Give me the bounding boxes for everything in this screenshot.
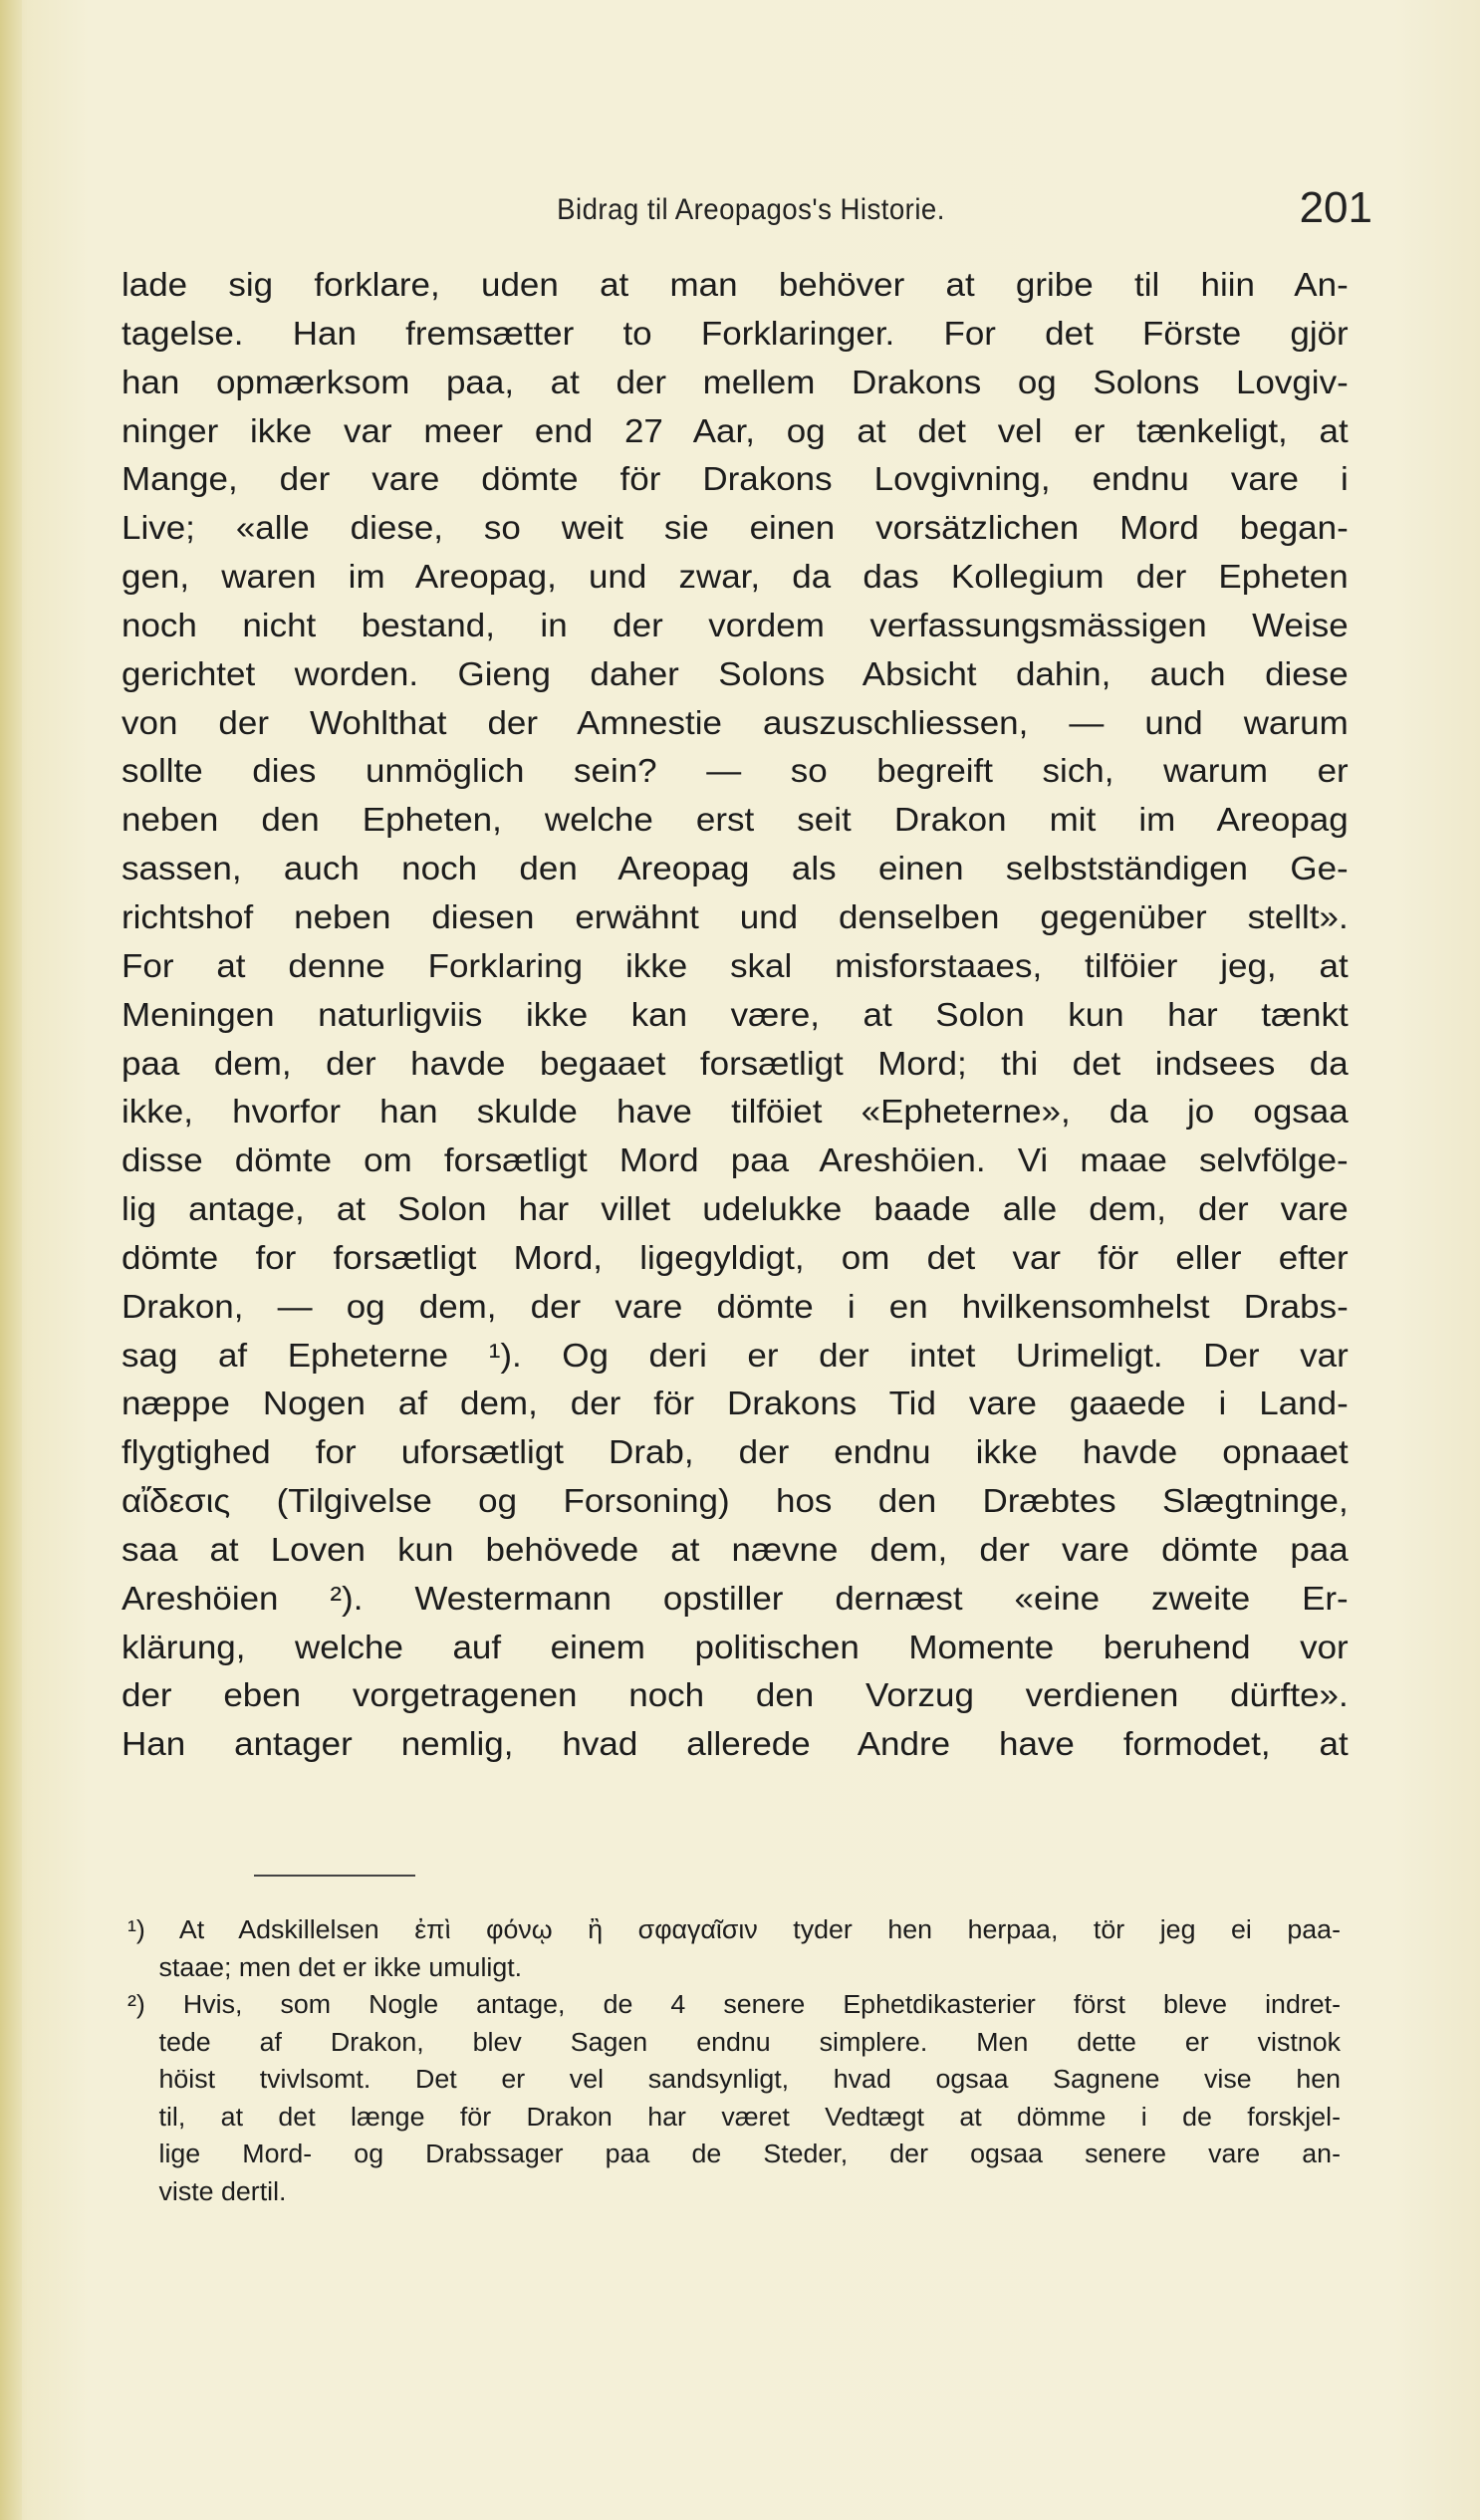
text-line: Han antager nemlig, hvad allerede Andre have formodet, at (122, 1725, 1349, 1763)
text-line: αἴδεσις (Tilgivelse og Forsoning) hos den Dræbtes Slægtninge, (122, 1482, 1349, 1520)
text-line: flygtighed for uforsætligt Drab, der endnu ikke havde opnaaet (122, 1433, 1349, 1471)
footnote-line: staae; men det er ikke umuligt. (158, 1953, 523, 1982)
text-line: han opmærksom paa, at der mellem Drakons og Solons Lovgiv- (122, 363, 1349, 400)
text-line: sag af Epheterne ¹). Og deri er der intet Urimeligt. Der var (122, 1336, 1349, 1374)
footnote-line: ²) Hvis, som Nogle antage, de 4 senere Ephetdikasterier först bleve indret- (127, 1991, 1341, 2019)
text-line: ikke, hvorfor han skulde have tilföiet «Epheterne», da jo ogsaa (122, 1093, 1349, 1131)
footnote-line: tede af Drakon, blev Sagen endnu simplere. Men dette er vistnok (158, 2028, 1341, 2057)
footnote-line: ¹) At Adskillelsen ἐπὶ φόνῳ ἢ σφαγαῖσιν tyder hen herpaa, tör jeg ei paa- (127, 1916, 1341, 1944)
text-line: von der Wohlthat der Amnestie auszuschliessen, — und warum (122, 703, 1349, 741)
footnote-line: til, at det længe för Drakon har været Vedtægt at dömme i de forskjel- (158, 2103, 1341, 2132)
text-line: Live; «alle diese, so weit sie einen vorsätzlichen Mord began- (122, 509, 1349, 547)
text-line: gerichtet worden. Gieng daher Solons Absicht dahin, auch diese (122, 654, 1349, 692)
text-line: lade sig forklare, uden at man behöver at gribe til hiin An- (122, 266, 1349, 303)
page-gutter (0, 0, 22, 2520)
text-line: klärung, welche auf einem politischen Momente beruhend vor (122, 1628, 1349, 1665)
text-line: Mange, der vare dömte för Drakons Lovgivning, endnu vare i (122, 460, 1349, 498)
text-line: disse dömte om forsætligt Mord paa Areshöien. Vi maae selvfölge- (122, 1141, 1349, 1179)
text-line: Drakon, — og dem, der vare dömte i en hvilkensomhelst Drabs- (122, 1287, 1349, 1325)
footnote-line: viste dertil. (158, 2177, 287, 2206)
text-line: saa at Loven kun behövede at nævne dem, der vare dömte paa (122, 1530, 1349, 1568)
running-title: Bidrag til Areopagos's Historie. (557, 193, 945, 226)
text-line: For at denne Forklaring ikke skal misforstaaes, tilföier jeg, at (122, 946, 1349, 984)
footnote-divider (254, 1875, 415, 1877)
page-number: 201 (1299, 183, 1372, 232)
text-line: noch nicht bestand, in der vordem verfassungsmässigen Weise (122, 606, 1349, 643)
text-line: neben den Epheten, welche erst seit Drakon mit im Areopag (122, 801, 1349, 839)
text-line: ninger ikke var meer end 27 Aar, og at det vel er tænkeligt, at (122, 411, 1349, 449)
footnote-2 (127, 1987, 1341, 2211)
main-text (122, 261, 1349, 1769)
text-line: Areshöien ²). Westermann opstiller dernæst «eine zweite Er- (122, 1579, 1349, 1617)
footnotes (127, 1912, 1341, 2211)
text-line: sollte dies unmöglich sein? — so begreift sich, warum er (122, 752, 1349, 790)
text-line: gen, waren im Areopag, und zwar, da das Kollegium der Epheten (122, 558, 1349, 596)
footnote-line: lige Mord- og Drabssager paa de Steder, der ogsaa senere vare an- (158, 2141, 1341, 2168)
text-line: lig antage, at Solon har villet udelukke baade alle dem, der vare (122, 1190, 1349, 1228)
text-line: sassen, auch noch den Areopag als einen selbstständigen Ge- (122, 850, 1349, 887)
text-line: paa dem, der havde begaaet forsætligt Mord; thi det indsees da (122, 1044, 1349, 1082)
text-line: der eben vorgetragenen noch den Vorzug verdienen dürfte». (122, 1676, 1349, 1714)
footnote-line: höist tvivlsomt. Det er vel sandsynligt, hvad ogsaa Sagnene vise hen (158, 2066, 1341, 2094)
page-header (129, 179, 1372, 239)
footnote-1 (127, 1912, 1341, 1987)
text-line: tagelse. Han fremsætter to Forklaringer. For det Förste gjör (122, 314, 1349, 352)
text-line: næppe Nogen af dem, der för Drakons Tid vare gaaede i Land- (122, 1385, 1349, 1422)
text-line: dömte for forsætligt Mord, ligegyldigt, om det var för eller efter (122, 1238, 1349, 1276)
text-line: Meningen naturligviis ikke kan være, at Solon kun har tænkt (122, 995, 1349, 1033)
text-line: richtshof neben diesen erwähnt und denselben gegenüber stellt». (122, 897, 1349, 935)
